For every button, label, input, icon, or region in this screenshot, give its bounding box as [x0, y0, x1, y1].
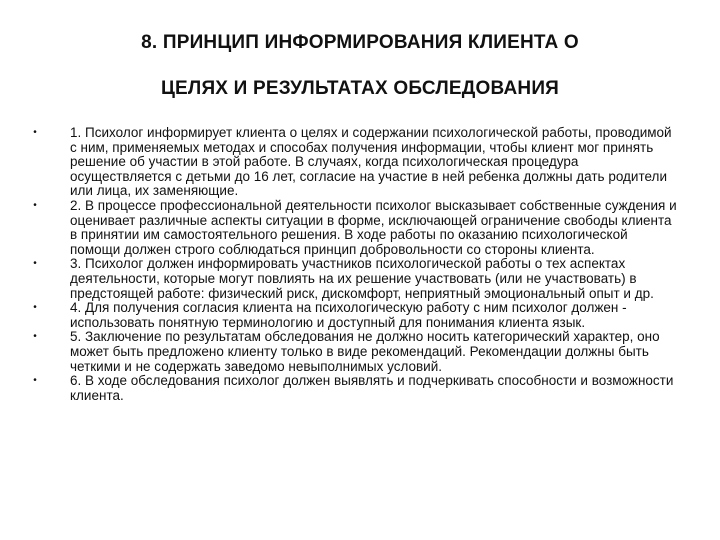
bullet-icon: •: [33, 375, 37, 387]
principle-point-text: 2. В процессе профессиональной деятельности психолог высказывает собственные суждения и оценивает различные аспекты ситуации в форме, исключающей ограничение свободы клиента в принятии им самостоятельного решения. В ходе работы по оказанию психологической помощи должен строго соблюдаться принцип добровольности со стороны клиента.: [70, 197, 677, 257]
bullet-icon: •: [33, 199, 37, 211]
bullet-icon: •: [33, 127, 37, 138]
bullet-icon: •: [33, 331, 37, 343]
principle-point-text: 3. Психолог должен информировать участников психологической работы о тех аспектах деятельности, которые могут повлиять на их решение участвовать (или не участвовать) в предстоящей работе: физический риск, дискомфорт, неприятный эмоциональный опыт и др.: [70, 256, 654, 301]
bullet-icon: •: [33, 258, 37, 270]
bullet-icon: •: [33, 302, 37, 314]
principle-point-6: [30, 374, 680, 403]
principle-point-5: [30, 330, 680, 374]
principle-point-text: 5. Заключение по результатам обследования не должно носить категорический характер, оно может быть предложено клиенту только в виде рекомендаций. Рекомендации должны быть четкими и не содержать заведомо невыполнимых условий.: [70, 329, 660, 374]
principle-point-2: [30, 199, 680, 257]
principle-point-1: [30, 126, 680, 199]
principle-point-4: [30, 301, 680, 330]
principle-point-3: [30, 257, 680, 301]
slide-title-line-1: 8. ПРИНЦИП ИНФОРМИРОВАНИЯ КЛИЕНТА О: [141, 32, 579, 53]
principle-point-text: 6. В ходе обследования психолог должен выявлять и подчеркивать способности и возможности клиента.: [70, 373, 674, 403]
principle-points-list: [30, 126, 680, 403]
principle-point-text: 4. Для получения согласия клиента на психологическую работу с ним психолог должен - использовать понятную терминологию и доступный для понимания клиента язык.: [70, 300, 627, 330]
slide-title-line-2: ЦЕЛЯХ И РЕЗУЛЬТАТАХ ОБСЛЕДОВАНИЯ: [160, 78, 560, 99]
slide-title: [40, 20, 680, 112]
principle-point-text: 1. Психолог информирует клиента о целях и содержании психологической работы, проводимой с ним, применяемых методах и способах получения информации, чтобы клиент мог принять решение об участии в этой работе. В случаях, когда психологическая процедура осуществляется с детьми до 16 лет, согласие на участие в ней ребенка должны дать родители или лица, их заменяющие.: [70, 125, 672, 199]
